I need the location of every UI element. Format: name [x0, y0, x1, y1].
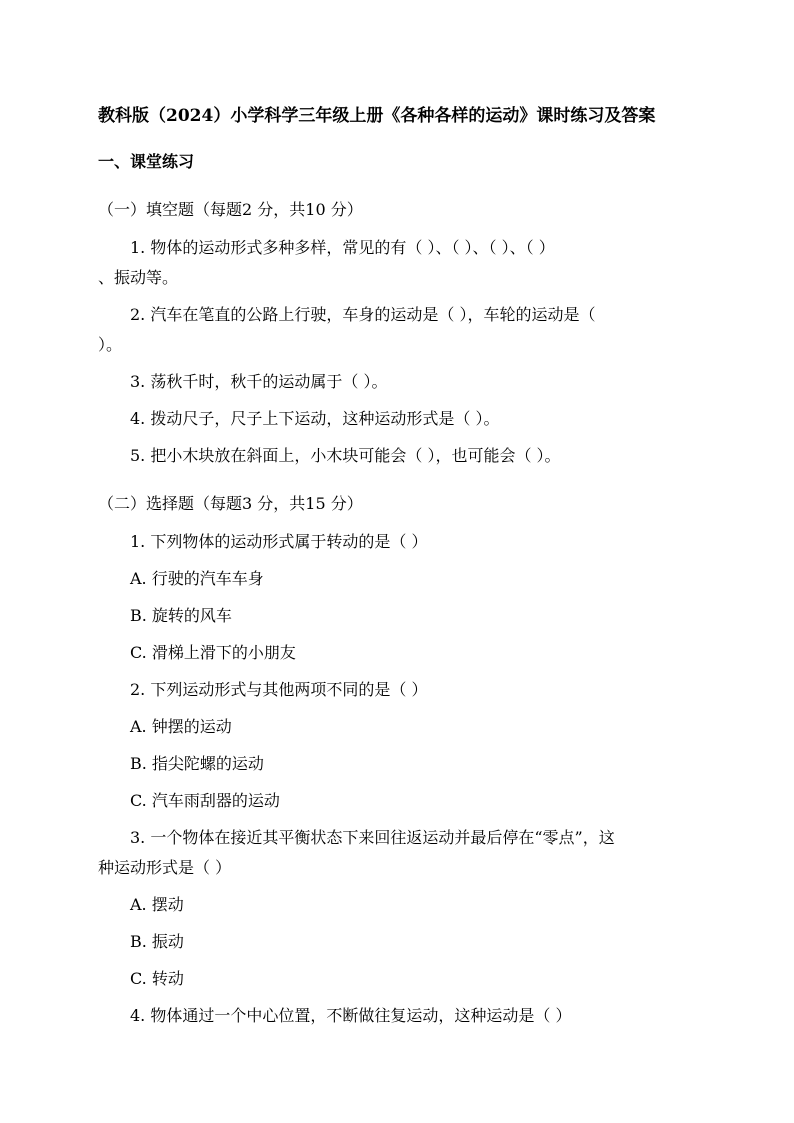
choice-heading: （二）选择题（每题3 分，共15 分）: [98, 494, 363, 513]
fill-question-1-cont: 、振动等。: [98, 268, 179, 287]
choice-2-option-c: C. 汽车雨刮器的运动: [130, 791, 280, 810]
choice-1-option-a: A. 行驶的汽车车身: [130, 569, 264, 588]
choice-3-option-b: B. 振动: [130, 932, 184, 951]
fill-question-2: 2. 汽车在笔直的公路上行驶，车身的运动是（ ），车轮的运动是（: [130, 305, 596, 324]
choice-2-option-b: B. 指尖陀螺的运动: [130, 754, 264, 773]
fill-question-5: 5. 把小木块放在斜面上，小木块可能会（ ），也可能会（ ）。: [130, 446, 561, 465]
fill-question-1: 1. 物体的运动形式多种多样，常见的有（ ）、（ ）、（ ）、（ ）: [130, 238, 555, 257]
choice-question-1: 1. 下列物体的运动形式属于转动的是（ ）: [130, 532, 428, 551]
fill-question-4: 4. 拨动尺子，尺子上下运动，这种运动形式是（ ）。: [130, 409, 500, 428]
choice-3-option-a: A. 摆动: [130, 895, 184, 914]
choice-question-3-cont: 种运动形式是（ ）: [98, 858, 232, 877]
section-heading: 一、课堂练习: [98, 152, 195, 171]
choice-1-option-b: B. 旋转的风车: [130, 606, 232, 625]
choice-question-4: 4. 物体通过一个中心位置，不断做往复运动，这种运动是（ ）: [130, 1006, 572, 1025]
choice-1-option-c: C. 滑梯上滑下的小朋友: [130, 643, 296, 662]
document-title: 教科版（2024）小学科学三年级上册《各种各样的运动》课时练习及答案: [98, 106, 656, 126]
fill-question-3: 3. 荡秋千时，秋千的运动属于（ ）。: [130, 372, 388, 391]
fill-blank-heading: （一）填空题（每题2 分，共10 分）: [98, 200, 363, 219]
choice-3-option-c: C. 转动: [130, 969, 184, 988]
choice-question-2: 2. 下列运动形式与其他两项不同的是（ ）: [130, 680, 428, 699]
fill-question-2-cont: ）。: [98, 335, 123, 354]
choice-2-option-a: A. 钟摆的运动: [130, 717, 232, 736]
choice-question-3: 3. 一个物体在接近其平衡状态下来回往返运动并最后停在“零点”，这: [130, 828, 615, 847]
